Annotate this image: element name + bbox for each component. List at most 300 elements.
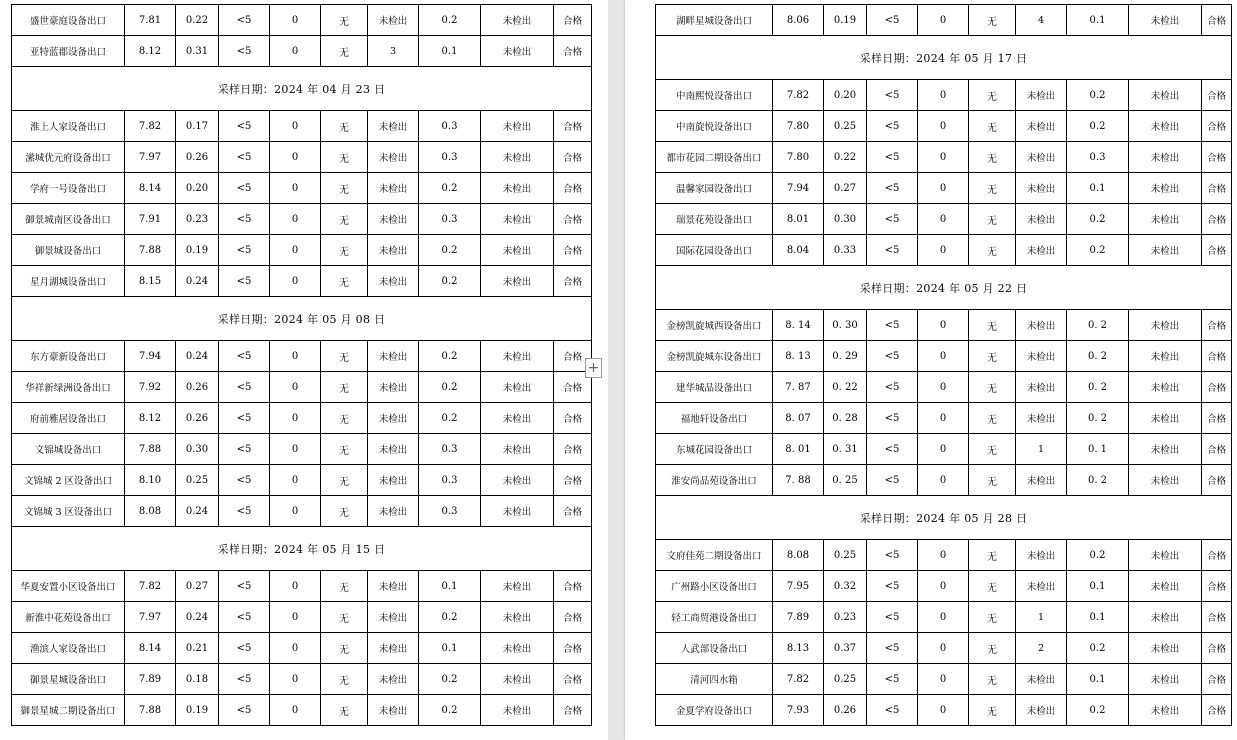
cell-ph-value: 8. 01 xyxy=(773,434,824,465)
cell-location: 淮上人家设备出口 xyxy=(12,111,125,142)
cell-visible-matter: 无 xyxy=(321,266,368,297)
cell-turbidity: <5 xyxy=(867,111,918,142)
cell-location: 国际花园设备出口 xyxy=(656,235,773,266)
cell-result: 合格 xyxy=(1202,173,1232,204)
cell-oxygen-consumption: 0.1 xyxy=(1067,5,1129,36)
cell-visible-matter: 无 xyxy=(321,204,368,235)
water-quality-table-left xyxy=(11,4,592,726)
cell-ph-value: 7.82 xyxy=(125,111,176,142)
cell-oxygen-consumption: 0.2 xyxy=(419,235,481,266)
cell-bacteria-count: 未检出 xyxy=(1016,540,1067,571)
cell-odor-level: 0 xyxy=(270,496,321,527)
cell-result: 合格 xyxy=(1202,695,1232,726)
cell-coliform: 未检出 xyxy=(1129,695,1202,726)
cell-result: 合格 xyxy=(554,633,592,664)
cell-oxygen-consumption: 0.2 xyxy=(419,173,481,204)
cell-coliform: 未检出 xyxy=(481,341,554,372)
sampling-date-label: 采样日期：2024 年 05 月 17 日 xyxy=(656,36,1232,80)
cell-residual-chlorine: 0.19 xyxy=(176,235,219,266)
sampling-date-row xyxy=(656,36,1232,80)
cell-residual-chlorine: 0.24 xyxy=(176,602,219,633)
cell-coliform: 未检出 xyxy=(481,204,554,235)
table-row xyxy=(656,372,1232,403)
cell-odor-level: 0 xyxy=(918,434,969,465)
cell-location: 御景星城设备出口 xyxy=(12,664,125,695)
cell-ph-value: 7.82 xyxy=(773,664,824,695)
cell-visible-matter: 无 xyxy=(321,496,368,527)
cell-residual-chlorine: 0.27 xyxy=(176,571,219,602)
cell-residual-chlorine: 0.22 xyxy=(176,5,219,36)
cell-turbidity: <5 xyxy=(219,602,270,633)
cell-result: 合格 xyxy=(1202,403,1232,434)
table-row xyxy=(656,434,1232,465)
cell-residual-chlorine: 0. 22 xyxy=(824,372,867,403)
cell-oxygen-consumption: 0.2 xyxy=(419,5,481,36)
cell-residual-chlorine: 0. 31 xyxy=(824,434,867,465)
table-row xyxy=(12,571,592,602)
sampling-date-row xyxy=(12,67,592,111)
cell-odor-level: 0 xyxy=(918,403,969,434)
cell-result: 合格 xyxy=(554,496,592,527)
cell-location: 文锦城 3 区设备出口 xyxy=(12,496,125,527)
table-row xyxy=(656,602,1232,633)
cell-oxygen-consumption: 0.1 xyxy=(1067,571,1129,602)
cell-ph-value: 8.14 xyxy=(125,173,176,204)
cell-coliform: 未检出 xyxy=(1129,341,1202,372)
cell-residual-chlorine: 0.19 xyxy=(176,695,219,726)
cell-odor-level: 0 xyxy=(918,372,969,403)
table-row xyxy=(656,173,1232,204)
cell-location: 人武部设备出口 xyxy=(656,633,773,664)
table-row xyxy=(12,36,592,67)
cell-residual-chlorine: 0.30 xyxy=(176,434,219,465)
cell-bacteria-count: 未检出 xyxy=(1016,695,1067,726)
cell-visible-matter: 无 xyxy=(969,602,1016,633)
cell-coliform: 未检出 xyxy=(481,5,554,36)
cell-ph-value: 7.91 xyxy=(125,204,176,235)
cell-result: 合格 xyxy=(1202,111,1232,142)
cell-ph-value: 8.12 xyxy=(125,403,176,434)
cell-bacteria-count: 未检出 xyxy=(1016,465,1067,496)
cell-result: 合格 xyxy=(1202,465,1232,496)
table-row xyxy=(656,341,1232,372)
cell-odor-level: 0 xyxy=(918,633,969,664)
cell-odor-level: 0 xyxy=(918,310,969,341)
cell-odor-level: 0 xyxy=(918,540,969,571)
cell-residual-chlorine: 0. 28 xyxy=(824,403,867,434)
document-page-right xyxy=(625,0,1237,740)
cell-result: 合格 xyxy=(554,5,592,36)
cell-odor-level: 0 xyxy=(918,142,969,173)
cell-ph-value: 7.80 xyxy=(773,111,824,142)
cell-ph-value: 7.88 xyxy=(125,434,176,465)
sampling-date-row xyxy=(12,297,592,341)
cell-turbidity: <5 xyxy=(867,341,918,372)
cell-turbidity: <5 xyxy=(867,540,918,571)
cell-oxygen-consumption: 0.3 xyxy=(419,496,481,527)
cell-result: 合格 xyxy=(554,602,592,633)
cell-location: 御景星城二期设备出口 xyxy=(12,695,125,726)
cell-turbidity: <5 xyxy=(219,142,270,173)
cell-result: 合格 xyxy=(554,36,592,67)
cell-bacteria-count: 未检出 xyxy=(1016,235,1067,266)
cell-odor-level: 0 xyxy=(918,204,969,235)
cell-ph-value: 7.82 xyxy=(125,571,176,602)
cell-odor-level: 0 xyxy=(270,341,321,372)
table-row xyxy=(12,142,592,173)
table-row xyxy=(656,465,1232,496)
cell-residual-chlorine: 0.26 xyxy=(176,403,219,434)
cell-result: 合格 xyxy=(1202,434,1232,465)
cell-location: 中南旋悦设备出口 xyxy=(656,111,773,142)
cell-turbidity: <5 xyxy=(219,434,270,465)
cell-turbidity: <5 xyxy=(219,372,270,403)
cell-coliform: 未检出 xyxy=(481,173,554,204)
table-row xyxy=(656,310,1232,341)
table-row xyxy=(656,695,1232,726)
cell-coliform: 未检出 xyxy=(1129,434,1202,465)
sampling-date-row xyxy=(12,527,592,571)
cell-coliform: 未检出 xyxy=(481,571,554,602)
sampling-date-label: 采样日期：2024 年 04 月 23 日 xyxy=(12,67,592,111)
cell-oxygen-consumption: 0.3 xyxy=(419,111,481,142)
cell-location: 金夏学府设备出口 xyxy=(656,695,773,726)
table-row xyxy=(656,664,1232,695)
cell-ph-value: 7.95 xyxy=(773,571,824,602)
cell-ph-value: 8.13 xyxy=(773,633,824,664)
cell-residual-chlorine: 0.30 xyxy=(824,204,867,235)
cell-bacteria-count: 未检出 xyxy=(368,602,419,633)
cell-ph-value: 7.88 xyxy=(125,695,176,726)
cell-odor-level: 0 xyxy=(918,111,969,142)
cell-residual-chlorine: 0.31 xyxy=(176,36,219,67)
cell-result: 合格 xyxy=(1202,235,1232,266)
cell-visible-matter: 无 xyxy=(321,235,368,266)
cell-turbidity: <5 xyxy=(867,602,918,633)
cell-result: 合格 xyxy=(554,341,592,372)
cell-visible-matter: 无 xyxy=(969,633,1016,664)
cell-turbidity: <5 xyxy=(219,266,270,297)
cell-bacteria-count: 未检出 xyxy=(368,633,419,664)
cell-ph-value: 7.97 xyxy=(125,142,176,173)
table-row xyxy=(12,602,592,633)
cell-location: 瑞景花苑设备出口 xyxy=(656,204,773,235)
cell-oxygen-consumption: 0.2 xyxy=(419,341,481,372)
cell-result: 合格 xyxy=(554,173,592,204)
cell-bacteria-count: 未检出 xyxy=(368,695,419,726)
cell-bacteria-count: 未检出 xyxy=(1016,204,1067,235)
table-row xyxy=(12,266,592,297)
table-row xyxy=(656,235,1232,266)
cell-odor-level: 0 xyxy=(918,80,969,111)
cell-result: 合格 xyxy=(554,111,592,142)
cell-visible-matter: 无 xyxy=(321,142,368,173)
cell-ph-value: 7.82 xyxy=(773,80,824,111)
cell-result: 合格 xyxy=(1202,571,1232,602)
add-page-button[interactable]: + xyxy=(585,358,602,378)
cell-ph-value: 7. 88 xyxy=(773,465,824,496)
cell-visible-matter: 无 xyxy=(321,695,368,726)
table-row xyxy=(12,111,592,142)
cell-coliform: 未检出 xyxy=(1129,372,1202,403)
cell-residual-chlorine: 0.25 xyxy=(824,540,867,571)
cell-turbidity: <5 xyxy=(219,111,270,142)
cell-bacteria-count: 未检出 xyxy=(368,266,419,297)
cell-coliform: 未检出 xyxy=(1129,235,1202,266)
cell-visible-matter: 无 xyxy=(969,173,1016,204)
cell-odor-level: 0 xyxy=(270,36,321,67)
cell-oxygen-consumption: 0.1 xyxy=(419,633,481,664)
cell-oxygen-consumption: 0. 2 xyxy=(1067,341,1129,372)
cell-odor-level: 0 xyxy=(270,5,321,36)
cell-turbidity: <5 xyxy=(867,695,918,726)
cell-visible-matter: 无 xyxy=(321,633,368,664)
cell-visible-matter: 无 xyxy=(969,403,1016,434)
cell-ph-value: 7.89 xyxy=(125,664,176,695)
cell-residual-chlorine: 0.24 xyxy=(176,266,219,297)
cell-result: 合格 xyxy=(1202,664,1232,695)
cell-coliform: 未检出 xyxy=(481,434,554,465)
cell-visible-matter: 无 xyxy=(969,111,1016,142)
cell-turbidity: <5 xyxy=(219,571,270,602)
cell-result: 合格 xyxy=(1202,80,1232,111)
cell-coliform: 未检出 xyxy=(481,465,554,496)
cell-result: 合格 xyxy=(1202,5,1232,36)
cell-ph-value: 8.15 xyxy=(125,266,176,297)
cell-location: 清河四水箱 xyxy=(656,664,773,695)
cell-oxygen-consumption: 0. 1 xyxy=(1067,434,1129,465)
cell-ph-value: 7.88 xyxy=(125,235,176,266)
cell-location: 建华城品设备出口 xyxy=(656,372,773,403)
cell-oxygen-consumption: 0.2 xyxy=(1067,80,1129,111)
cell-odor-level: 0 xyxy=(918,235,969,266)
cell-bacteria-count: 未检出 xyxy=(368,341,419,372)
cell-residual-chlorine: 0.22 xyxy=(824,142,867,173)
cell-oxygen-consumption: 0.2 xyxy=(1067,111,1129,142)
cell-turbidity: <5 xyxy=(867,310,918,341)
cell-location: 福地轩设备出口 xyxy=(656,403,773,434)
cell-ph-value: 7.92 xyxy=(125,372,176,403)
cell-bacteria-count: 1 xyxy=(1016,434,1067,465)
cell-residual-chlorine: 0.32 xyxy=(824,571,867,602)
cell-location: 轻工商贸港设备出口 xyxy=(656,602,773,633)
cell-bacteria-count: 未检出 xyxy=(1016,111,1067,142)
cell-location: 金榜凯旋城东设备出口 xyxy=(656,341,773,372)
cell-turbidity: <5 xyxy=(867,664,918,695)
sampling-date-row xyxy=(656,266,1232,310)
cell-result: 合格 xyxy=(1202,372,1232,403)
cell-odor-level: 0 xyxy=(918,602,969,633)
cell-visible-matter: 无 xyxy=(969,80,1016,111)
cell-visible-matter: 无 xyxy=(321,5,368,36)
table-row xyxy=(656,142,1232,173)
cell-odor-level: 0 xyxy=(270,266,321,297)
cell-turbidity: <5 xyxy=(867,204,918,235)
cell-bacteria-count: 未检出 xyxy=(368,496,419,527)
document-page-left xyxy=(0,0,608,740)
cell-coliform: 未检出 xyxy=(481,496,554,527)
cell-oxygen-consumption: 0.2 xyxy=(419,403,481,434)
cell-result: 合格 xyxy=(554,695,592,726)
cell-bacteria-count: 未检出 xyxy=(368,403,419,434)
cell-odor-level: 0 xyxy=(270,142,321,173)
cell-bacteria-count: 未检出 xyxy=(1016,173,1067,204)
cell-ph-value: 7.81 xyxy=(125,5,176,36)
cell-bacteria-count: 2 xyxy=(1016,633,1067,664)
sampling-date-label: 采样日期：2024 年 05 月 22 日 xyxy=(656,266,1232,310)
cell-oxygen-consumption: 0.2 xyxy=(419,664,481,695)
cell-location: 新淮中花苑设备出口 xyxy=(12,602,125,633)
cell-odor-level: 0 xyxy=(918,571,969,602)
cell-visible-matter: 无 xyxy=(969,341,1016,372)
table-row xyxy=(656,403,1232,434)
cell-result: 合格 xyxy=(554,235,592,266)
cell-ph-value: 8. 13 xyxy=(773,341,824,372)
cell-oxygen-consumption: 0.2 xyxy=(1067,695,1129,726)
cell-oxygen-consumption: 0.1 xyxy=(419,571,481,602)
cell-odor-level: 0 xyxy=(270,695,321,726)
table-row xyxy=(656,111,1232,142)
cell-residual-chlorine: 0.27 xyxy=(824,173,867,204)
cell-residual-chlorine: 0.20 xyxy=(824,80,867,111)
cell-location: 文锦城设备出口 xyxy=(12,434,125,465)
cell-coliform: 未检出 xyxy=(1129,5,1202,36)
cell-coliform: 未检出 xyxy=(1129,111,1202,142)
table-row xyxy=(656,540,1232,571)
table-row xyxy=(656,571,1232,602)
cell-residual-chlorine: 0.21 xyxy=(176,633,219,664)
cell-residual-chlorine: 0.24 xyxy=(176,496,219,527)
cell-location: 御景城设备出口 xyxy=(12,235,125,266)
cell-turbidity: <5 xyxy=(867,235,918,266)
cell-result: 合格 xyxy=(1202,310,1232,341)
cell-turbidity: <5 xyxy=(219,173,270,204)
cell-coliform: 未检出 xyxy=(1129,465,1202,496)
table-row xyxy=(12,664,592,695)
cell-visible-matter: 无 xyxy=(321,434,368,465)
cell-result: 合格 xyxy=(1202,602,1232,633)
cell-bacteria-count: 未检出 xyxy=(1016,142,1067,173)
cell-ph-value: 8.10 xyxy=(125,465,176,496)
cell-visible-matter: 无 xyxy=(969,235,1016,266)
table-row xyxy=(656,5,1232,36)
cell-bacteria-count: 未检出 xyxy=(1016,341,1067,372)
cell-coliform: 未检出 xyxy=(1129,310,1202,341)
cell-coliform: 未检出 xyxy=(481,235,554,266)
cell-bacteria-count: 未检出 xyxy=(368,434,419,465)
cell-visible-matter: 无 xyxy=(969,434,1016,465)
cell-visible-matter: 无 xyxy=(969,5,1016,36)
cell-ph-value: 8.06 xyxy=(773,5,824,36)
cell-coliform: 未检出 xyxy=(1129,80,1202,111)
cell-ph-value: 7.89 xyxy=(773,602,824,633)
cell-bacteria-count: 未检出 xyxy=(1016,310,1067,341)
cell-visible-matter: 无 xyxy=(969,465,1016,496)
cell-result: 合格 xyxy=(554,372,592,403)
cell-coliform: 未检出 xyxy=(481,372,554,403)
cell-result: 合格 xyxy=(554,465,592,496)
cell-turbidity: <5 xyxy=(219,204,270,235)
cell-oxygen-consumption: 0.3 xyxy=(419,434,481,465)
cell-oxygen-consumption: 0.3 xyxy=(1067,142,1129,173)
page-gap xyxy=(608,0,625,740)
cell-location: 广州路小区设备出口 xyxy=(656,571,773,602)
cell-bacteria-count: 未检出 xyxy=(368,142,419,173)
cell-odor-level: 0 xyxy=(270,633,321,664)
cell-coliform: 未检出 xyxy=(481,111,554,142)
cell-coliform: 未检出 xyxy=(481,695,554,726)
cell-residual-chlorine: 0.23 xyxy=(824,602,867,633)
cell-coliform: 未检出 xyxy=(1129,142,1202,173)
table-row xyxy=(12,173,592,204)
cell-bacteria-count: 未检出 xyxy=(368,173,419,204)
cell-location: 府前雅居设备出口 xyxy=(12,403,125,434)
cell-location: 学府一号设备出口 xyxy=(12,173,125,204)
cell-turbidity: <5 xyxy=(867,434,918,465)
table-row xyxy=(12,465,592,496)
cell-residual-chlorine: 0.24 xyxy=(176,341,219,372)
cell-result: 合格 xyxy=(1202,341,1232,372)
cell-visible-matter: 无 xyxy=(321,571,368,602)
cell-odor-level: 0 xyxy=(270,372,321,403)
cell-bacteria-count: 未检出 xyxy=(368,664,419,695)
cell-bacteria-count: 未检出 xyxy=(368,111,419,142)
table-row xyxy=(12,341,592,372)
cell-turbidity: <5 xyxy=(219,36,270,67)
cell-visible-matter: 无 xyxy=(321,173,368,204)
cell-coliform: 未检出 xyxy=(1129,602,1202,633)
cell-result: 合格 xyxy=(554,266,592,297)
cell-coliform: 未检出 xyxy=(1129,633,1202,664)
cell-turbidity: <5 xyxy=(219,465,270,496)
cell-residual-chlorine: 0.23 xyxy=(176,204,219,235)
cell-bacteria-count: 未检出 xyxy=(368,465,419,496)
cell-coliform: 未检出 xyxy=(481,602,554,633)
cell-oxygen-consumption: 0.1 xyxy=(1067,602,1129,633)
cell-visible-matter: 无 xyxy=(321,111,368,142)
table-row xyxy=(12,204,592,235)
cell-odor-level: 0 xyxy=(270,602,321,633)
cell-coliform: 未检出 xyxy=(1129,403,1202,434)
cell-oxygen-consumption: 0.2 xyxy=(1067,540,1129,571)
cell-visible-matter: 无 xyxy=(969,664,1016,695)
cell-odor-level: 0 xyxy=(918,341,969,372)
sampling-date-row xyxy=(656,496,1232,540)
cell-residual-chlorine: 0. 25 xyxy=(824,465,867,496)
cell-turbidity: <5 xyxy=(867,403,918,434)
cell-turbidity: <5 xyxy=(867,372,918,403)
cell-ph-value: 8.12 xyxy=(125,36,176,67)
cell-location: 金榜凯旋城西设备出口 xyxy=(656,310,773,341)
cell-residual-chlorine: 0.26 xyxy=(176,372,219,403)
cell-residual-chlorine: 0.17 xyxy=(176,111,219,142)
cell-coliform: 未检出 xyxy=(1129,204,1202,235)
cell-location: 温馨家园设备出口 xyxy=(656,173,773,204)
cell-ph-value: 7.94 xyxy=(125,341,176,372)
cell-oxygen-consumption: 0.1 xyxy=(419,36,481,67)
cell-odor-level: 0 xyxy=(918,465,969,496)
cell-turbidity: <5 xyxy=(867,465,918,496)
cell-oxygen-consumption: 0.1 xyxy=(1067,664,1129,695)
sampling-date-label: 采样日期：2024 年 05 月 15 日 xyxy=(12,527,592,571)
cell-oxygen-consumption: 0.2 xyxy=(419,695,481,726)
cell-bacteria-count: 未检出 xyxy=(1016,80,1067,111)
cell-coliform: 未检出 xyxy=(1129,540,1202,571)
cell-bacteria-count: 未检出 xyxy=(1016,664,1067,695)
cell-oxygen-consumption: 0. 2 xyxy=(1067,403,1129,434)
cell-visible-matter: 无 xyxy=(321,372,368,403)
cell-turbidity: <5 xyxy=(867,173,918,204)
